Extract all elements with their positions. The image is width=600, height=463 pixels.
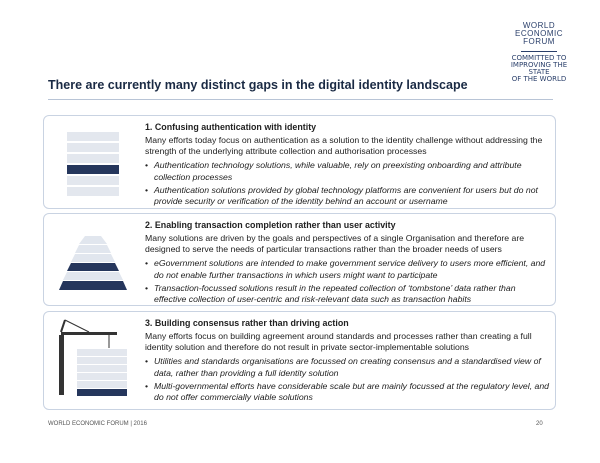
diagram-layer [71,254,115,262]
section-heading: 3. Building consensus rather than driving action [145,318,349,328]
diagram-layer [67,143,119,152]
section-intro: Many efforts focus on building agreement around standards and processes rather than creating a full identity solution and therefore do not result in private sector-implementable solutions [145,330,532,353]
diagram-layer [77,373,127,380]
logo-tagline-1: COMMITTED TO [511,54,567,62]
diagram-layer-highlight [77,389,127,396]
bullet-list [145,160,550,208]
bullet-item: • Authentication technology solutions, while valuable, rely on preexisting onboarding and attribute collection processes [145,160,550,183]
section-intro: Many solutions are driven by the goals and perspectives of a single Organisation and therefore are designed to serve the needs of particular transactions rather than the broader needs of users [145,232,525,255]
diagram-layer [77,357,127,364]
diagram-layer-highlight [67,263,119,271]
section-text [145,318,550,405]
gap-panel-transactions [43,213,556,306]
bullet-item: • Authentication solutions provided by global technology platforms are convenient for users but do not provide security or verification of the identity behind an account or username [145,185,550,208]
bullet-item: • Transaction-focussed solutions result in the repeated collection of ‘tombstone’ data rather than effective collection of user-centric and risk-relevant data such as transaction habits [145,283,550,306]
logo-line-2: ECONOMIC [515,29,563,38]
section-text [145,220,550,307]
pyramid-diagram [49,218,135,302]
diagram-layer [77,349,127,356]
logo-divider [521,51,557,52]
bullet-list [145,258,550,306]
section-intro: Many efforts today focus on authentication as a solution to the identity challenge without addressing the strength of the underlying attribute collection and authorisation processes [145,134,543,157]
bullet-item: • eGovernment solutions are intended to make government service delivery to users more efficient, and do not enable further transactions in which users might want to participate [145,258,550,281]
section-heading: 1. Confusing authentication with identity [145,122,317,132]
diagram-layer [63,272,123,280]
bullet-item: • Utilities and standards organisations are focussed on creating consensus and a standardised view of data, rather than providing a full identity solution [145,356,550,379]
page-title: There are currently many distinct gaps in the digital identity landscape [48,78,468,92]
diagram-layer [67,187,119,196]
diagram-layer-highlight [67,165,119,174]
gap-panel-authentication [43,115,556,209]
diagram-layer [75,245,111,253]
section-text [145,122,550,209]
page-number: 20 [536,421,543,427]
title-divider [48,99,553,100]
gap-panel-consensus [43,311,556,410]
diagram-layer-highlight [59,281,127,290]
diagram-layer [77,365,127,372]
section-heading: 2. Enabling transaction completion rather than user activity [145,220,396,230]
wef-logo [504,22,574,83]
logo-line-1: WORLD [522,21,556,30]
diagram-layer [67,154,119,163]
diagram-layer [67,132,119,141]
footer-credit: WORLD ECONOMIC FORUM | 2016 [48,421,147,427]
logo-line-3: FORUM [523,37,555,46]
crane-stack-diagram [49,316,135,406]
layer-stack-diagram [49,120,135,204]
diagram-layer [77,381,127,388]
bullet-item: • Multi-governmental efforts have considerable scale but are mainly focussed at the regulatory level, and do not offer commercially viable solutions [145,381,550,404]
diagram-layer [67,176,119,185]
diagram-layer [79,236,107,244]
logo-tagline-3: OF THE WORLD [511,75,567,83]
logo-tagline-2: IMPROVING THE STATE [510,61,568,76]
bullet-list [145,356,550,404]
